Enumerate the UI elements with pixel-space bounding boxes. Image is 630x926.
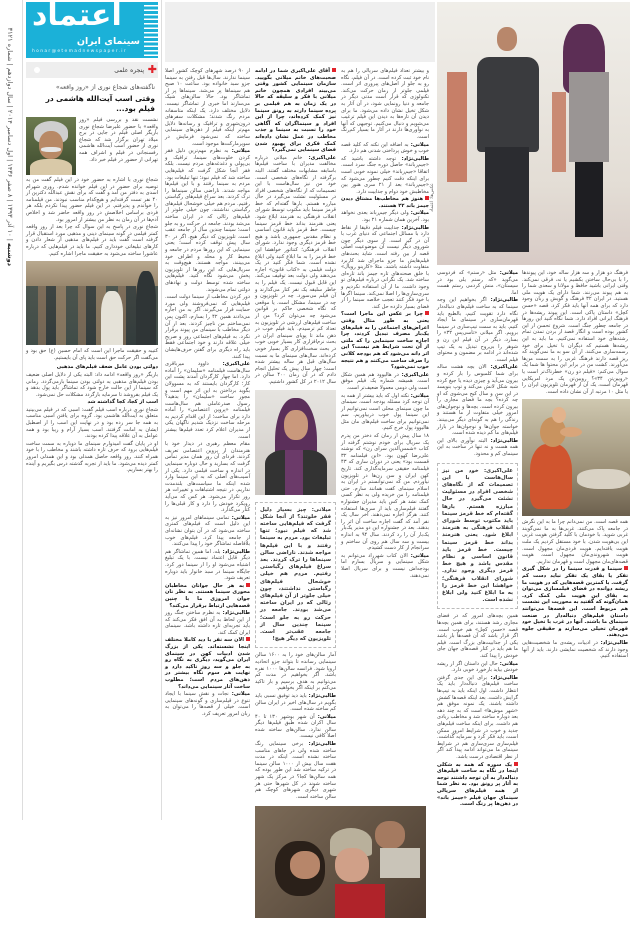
paragraph-text: شجاع نوری در پاسخ به این سوال که چرا بعد از روز واقعه کمتر فیلمی در گونه سینمای دینی و مذهبی مورد استقبال قرار گرفته است گفت باید در فیلم‌های مذهبی از شعار دادن و کارهای تبلیغاتی خودداری کنیم. ما باید در فیلم‌هایی که درباره عاشورا ساخته می‌شود به حقیقت ماجرا اشاره کنیم. — [26, 224, 158, 257]
speaker-name: طالبی‌نژاد: — [399, 224, 429, 231]
logo: اعتماد — [32, 2, 122, 33]
paragraph-text: الان کتاب شهرزاد می‌توانم به شکل سینمایی و سریال بسازم اما بودجه‌اش نیست و برای سریال اصلا نمی‌دهند. — [341, 552, 429, 579]
speaker-name: علی‌اکبری: — [208, 361, 250, 368]
paragraph-text: آن شهر بوشهر ۱۳۰ تا ۴۰ سال اکران شده طبق فیلم‌ها دیگر سالن ندارد. سالن‌های ساخته شده اصلا کافی نیست. — [255, 713, 336, 740]
war-film-still-photo — [255, 806, 426, 918]
article-kicker: ناگفته‌های شجاع نوری از «روز واقعه» — [55, 84, 155, 91]
column-e — [522, 270, 628, 396]
paragraph — [165, 610, 250, 636]
left-article-body — [26, 177, 158, 257]
paragraph-text: الان سه نفر با دید کاملا مختلف اینجا نشسته‌اند. یکی از بزرگ شدن ادبیات کهن در سینمای ایران می‌گوید، دیگری به نگاه رو به جلو و سه روز تاکید دارد و نهایت هم سوم نگاه بیشتر در ذهن‌های مردم است؛ مطلوب ساخت آثار سینمایی می‌داند؟ — [165, 637, 250, 690]
circle-icon — [34, 67, 40, 73]
paragraph — [255, 155, 336, 386]
paragraph — [165, 294, 250, 360]
paragraph — [255, 714, 336, 740]
paragraph — [26, 224, 158, 257]
speaker-name: میلانی: — [496, 270, 518, 276]
column-d-lower — [437, 613, 518, 808]
paragraph — [165, 691, 250, 717]
paragraph — [437, 297, 518, 363]
dateline-day: دوشنبه — [6, 242, 14, 266]
paragraph-text: یک سوره که همه به شکلی اینجا در نگاه به ساخت فیلم‌های دنباله‌دار به آن توجه داشتند توجه به آثار پر رونق بود. به نظر شما از همه فیلم‌های سریالی سینمای جهان فیلم «جیمز باند» در ذهن‌ها پر رنگ است. — [437, 761, 518, 808]
question-paragraph — [255, 68, 336, 154]
paragraph-text: هنوز هم مخاطب‌ها مشتاق دیدن جیمز باند ۲۲ هستند. — [341, 196, 429, 209]
paragraph-text: اسب از کجا، کجا گذاشته شد — [87, 399, 158, 406]
paragraph — [341, 68, 429, 141]
paragraph — [341, 372, 429, 392]
speaker-name: طالبی‌نژاد: — [486, 674, 519, 681]
paragraph-text: جذابیت فیلم دقیقا از نقاط دارد با مسائل اجتماعی که دنیای غرب با آن در گیر است. از سوی دیگر چون شوروی دیگر نیست آن موضوعیت اصلی قصه از بین رفته است. شاید بحث‌های فیلم‌هایش ما جزو ماجرای شد کاربرد متفاوت داشته باشند. مثلا «کازینو رویال» با خلق صحنه‌های تازه جیمز باند تازه‌ای ساخته شد. یک نگرانی درباره فیلم‌های تو وجود داشت. ما از آن استفاده نکردیم و سری‌سازی‌ها را اصلا نمی‌کند. سینما اگرها با خود فکر کنند تعجب خلاصه سینما را از فضای بسیار دلزده حل کند. — [341, 224, 429, 310]
photo-milani — [255, 390, 336, 495]
paragraph-text: البته نوآوری بالای این همه هست و نه تنها در ساخت به این سینمای کم و محدود. — [437, 437, 518, 458]
paragraph-text: دولتی بودن عامل ضعف فیلم‌های مذهبی — [56, 364, 158, 371]
paragraph — [26, 177, 158, 223]
paragraph-text: بازیگر «روز واقعه» ادامه داد: البته یکی از دلایل اصلی ضعیف بودن فیلم‌های مذهبی به دولتی بودن سینما بازمی‌گردد. زمانی که سینما از این حالت خارج شود که تماشاگر باید پول بدهد و یک فیلم بفروشد تا سرمایه بازگردد مشکلات حل نمی‌شود. — [26, 371, 158, 398]
paragraph-text: ولی دیگر جیم‌زباند بعدی نخواهد بود. آخرین همان شماره ۲۱ بود. — [341, 210, 429, 224]
column-a — [165, 68, 250, 719]
paragraph-text: به نظرم مهم‌ترین دلیل فقر کردن خلوت‌های سینما، ترافیک و بی‌پولی و دغدغه‌های مردم نیست. بلکه فقر آنجا شکل گرفت که فیلم‌هایی ساخته شد که فیلم نبود؛ تنها تبلیغات بود. مردم به سینما رفتند و با این فیلم‌ها مواجه شدند. ناراضی سالن سینماها را ترک کردند. بعد سراغ فیلم‌های رگباستی رفتیم. مردم هم خیلی خوشحال فیلم‌های رگباستی نداشتند، چون خیلی جلوتر از فیلم‌های رئالی که در ایران ساخته می‌شد بودند. جامعه در حرکت رو به جلو است؛ سینما چندین سال از جامعه عقب است. تلویزیون که دیگر هیچ. اگر در ۳۰ سال پیش توقف کرده است؛ یعنی سینمایی که این روزها مردم در جامعه و محیط کار و محله و اطراف خود می‌بینند، مواجه هستند. هیچ‌وقت به سریال‌هایی که این روزها از تلویزیون پخش می‌شود نگاه کنید. فیلم‌هایی ساخته شده توسط دولت و نهادهای دولتی تمام می‌شوند. — [165, 148, 250, 293]
paragraph — [255, 741, 336, 800]
paragraph-text: به هر حال جوانان مخاطبان محوری سینما هستند. به نظر تان جوان امروزی ما با چنین قصه‌هایی ارتباط برقرار می‌کند؟ — [165, 582, 250, 609]
paragraph-text: دور کردن مخاطب از سینما دولت است. فیلم‌هایی که نمی‌فروشند ولی مورد حمایت قرار می‌گیرند. اگر به من اجازه می‌دادند همین ۴۲ را بسازم، اکنون پس نمی‌ساختم من ناچیز کردند. بعد از آن دیگر مخاطب با سینمای من پیوند برقرار نکرد. به فیلم‌های اجتماعی روز و صریح خیلی علاقه دارند و خود اجتماعی فقط باید راه دیگری برای گفتن حرف‌هایشان پیدا کنند. — [165, 294, 250, 360]
left-article-intro — [79, 117, 158, 164]
paragraph — [341, 553, 429, 579]
paragraph — [522, 519, 628, 565]
paragraph — [165, 515, 250, 548]
paragraph-text: تمامی سینماهای امروز نیز به این دلیل است که فیلم‌های کمتری ساخته می‌شود که در آن بتوان نشانه‌ای از جامعه پیدا کرد. فیلم‌های خوب بلافاصله تماشاگر خود را پیدا می‌کنند. — [165, 514, 250, 548]
paragraph-text: بله، اما همین تماشاگر هم دیگر قابل اعتماد نیست. با یک تبلیغ اشتباه می‌شود او را از سینما دور کرد. جایگاه سینما در سبد خانوار باید دوباره تعریف شود. — [165, 548, 250, 582]
dateline-strip — [0, 0, 22, 820]
paragraph — [255, 693, 336, 713]
speaker-name: طالبی‌نژاد: — [597, 639, 629, 646]
paragraph-text: شجاع نوری درباره اسب فیلم گفت: اسبی که در فیلم می‌بینید متعلق به آیت‌الله هاشمی بود. گروه برای یافتن اسبی مناسب به همه جا سر زده بود و در نهایت این اسب را از اصطبل ایشان به امانت گرفتند. اسب بسیار آرام و زیبا بود و همه عوامل به آن علاقه پیدا کرده بودند. — [26, 406, 158, 440]
column-d — [437, 270, 518, 459]
column-b — [255, 68, 336, 387]
movie-still-photo — [26, 261, 158, 345]
column-e-lower — [522, 519, 628, 660]
speaker-name: طالبی‌نژاد: — [220, 548, 251, 555]
paragraph — [437, 438, 518, 458]
paragraph-text: به نظرم ساختن جنگ روز از این لحاظ به آن افق فکر می‌کند که باید تجربه‌ای تازه داشته باشد. سینمای ایران کمک کند. — [165, 610, 250, 636]
paragraph-text: برخی سینمایی رنگ ساخته شده ولی در جاهای مناسب ساخته نشده است. اینکه در مدت هفت سال بیش از ۱۰۰۰ سالن سینما در ترکیه ساخته شد این طور بوده که همه سالن‌ها کجا؟ در مرکز یک شهر ساخته شوند در کل شهرها حتی هر شهری دیگری شهرهای کوچک هم سالن ساخته است. — [255, 741, 336, 800]
speaker-name: طالبی‌نژاد: — [306, 692, 336, 699]
paragraph — [522, 640, 628, 660]
paragraph-text: و بیشتر تعداد فیلم‌های سریالی را هم به نام خود ثبت کرده است. در آن فیلم، نگاه رو به جلو از اصل‌های پیروزی اثر است. فیلمی جلوتر از زمان حرکت می‌کند. تکنولوژی که قرار است مدتی دیگر در جامعه و دنیا رونمایی شود، در آن آثار به شکل تخیل نشان داده می‌شود. ما برای دیدن آن تازه‌ها به دیدن این فیلم ترغیب می‌شویم و دنبال می‌کنیم. توجیهی که آنها به نوآوری‌ها دارند در آثار ما بسیار کم‌رنگ است. — [341, 68, 429, 140]
paragraph — [437, 364, 518, 437]
paragraph — [341, 433, 429, 552]
speaker-name: علی‌اکبری: — [302, 154, 336, 161]
paragraph — [437, 661, 518, 674]
paragraph-text: از ۹۰ درصد شهرهای کوچک کشور اصلا سینما ندارند. سال‌ها قبل رفتن به سینما جزو سبد خانواده بود. ساعت ۱۰ صبح هم سینماها پر می‌شد. سینماها پر از تماشاگر بود. حالا سالن‌های شیک می‌سازند اما خبری از تماشاگر نیست. دلایل مختلف دارد. یک اینکه متاسفانه مردم رنگ شدند؛ مشکلات سفرهای درون‌شهری و ترافیک و رسانه‌ها دلایل مهم‌تر اینکه فیلم از ذهن‌های سینمایی ساخته که نمی‌شود فرمایش در سوپرمارکت‌ها موجود است. — [165, 68, 250, 147]
paragraph-text: مثل «رستم» که فردوسی می‌گوید «که رستم یلی بود در سیستان»، منش کردمی رستم هست اما. — [437, 270, 518, 296]
speaker-name: میلانی: — [408, 141, 429, 148]
pull-quote-milani: میلانی: چیز بسیار دلیل فقر خلوتند؟ از آنجا شکل گرفت که فیلم‌هایی ساخته شد که فیلم نبود؛ تنها تبلیغات بود. مردم به سینما رفتند و با این فیلم‌ها مواجه شدند. ناراضی سالن سینماها را ترک کردند. بعد سراغ فیلم‌های رگباستی رفتیم. مردم هم خیلی خوشحال فیلم‌های رگباستی نداشتند، چون خیلی جلوتر از آن فیلم‌های رئالی که در ایران ساخته می‌شد بودند. جامعه در حرکت رو به جلو است؛ سینما چندین سال از جامعه عقب‌تر است. تلویزیون که دیگر هیچ! — [255, 502, 336, 649]
paragraph-text: مقام معظم رهبری در دیدار خود با هنرمندان از پروین اعتصامی تعریف کردند. فردای آن روز همان مدیر تماس گرفت که بسازید و حال دوباره سینمایی در اندازه و ساخت فیلمی دارد. یکی از آسیب‌های اصلی که به این سینما وارد شده اینکه ما سیاست‌های بلندمدت نداریم. در نتیجه اشتباهات و تغییرات هر روز تکرار می‌شود. هر کس که می‌آید رویکرد خودش را دارد و کار قبلی‌ها را کنار می‌گذارد. — [165, 441, 250, 514]
speaker-name: میلانی: — [407, 552, 429, 559]
paragraph-text: او در پایان گفت امیدوارم سینمای ما دوباره به سمت ساخت فیلم‌هایی برود که حرف تازه داشته باشند و مخاطب را با خود همراه کنند. روز واقعه حاصل همدلی بود و این همدلی امروز کمتر دیده می‌شود. ما باید از تجربه گذشته درس بگیریم و آینده را بهتر بسازیم. — [26, 440, 158, 474]
paragraph — [255, 652, 336, 692]
speaker-name: طالبی‌نژاد: — [487, 437, 518, 444]
paragraph-text: اگر بخواهیم این وجه سینما که به ساخت فیلم‌های دنباله‌دار نگاه دارد تقویت کنیم، بالطبع باید قهرمان‌سازی در سینمای ما ایجاد کنیم. باید به سمت تیپ‌سازی در سینما برویم. اگر میلانی «تاسی‌پس ۳۲» را بسازد، دیگر در آن فیلم این زن و شوهر را بی‌روح تبدیل به یک تیپ شده‌اند در ادامه بر مضمون و محتوای فیلم است. — [437, 297, 518, 363]
speaker-name: علی‌اکبری: — [486, 364, 518, 371]
speaker-name: طالبی‌نژاد: — [396, 155, 429, 162]
column-c-stack — [341, 68, 429, 580]
columns-bc-stack — [255, 68, 429, 921]
section-label: پنجره علمی — [114, 66, 144, 74]
masthead-stripes — [144, 2, 158, 58]
paragraph-text: ۱۸ سال پیش از زمان که دختر من پدرم یک سریال برای خودم نوشتم گرفته از کتاب «شمس‌الدین سرای زن» که نوشته علی‌رضا کهون بود. «ابن فیلمنامه ۳۲ قسمت بود» یعنی در دوران سازی که ۴۳ فیلمنامه حقیقی سرمایه‌گذاری کند. تاریخ کهن ایران و سن زن‌ها در تلویزیون نیاوردم. من که نمی‌توانستم در ایران به اسلام سینمای کفت همانند سازم. حتی فیلمنامه را من خریده ولی به نظر کسی کمک نشد هر کس باید مدیران جشنواره گفتند فیلم‌سازی باید از سری‌ها استفاده کنند. هرگز اجازه نمی‌دهند. آخر سال یک نفر آمد که گفت اجازه ساخت آن اثر را بدهند. بعد در جشنواره این دو مدیر یک‌بار یک‌بار آن را رد کردند. سال ۹۴ به اندازه بیست و سه سال هم روی آن ساختم و سرانجام از کار دست کشیدم. — [341, 433, 430, 552]
speaker-name: علی‌اکبری: — [398, 371, 430, 378]
speaker-name: میلانی: — [228, 148, 250, 155]
pull-quote-aliakbari: علی‌اکبری: خود من نیز سال‌هاست با این تصمیمات که از نگاه‌های شخصی افراد در مسئولیت نشئت می‌گیرد در حال مبارزه هستم. بارها گفته‌ام که خط قرمز سینما باید مکتوب توسط شورای انقلاب فرهنگی به هنرمند ابلاغ شود. یعنی هنرمند بداند خط قرمز سینما چیست. خط قرمز باید قانون اساسی و نظام مقدس باشد و هیچ خط قرمز دیگری وجود ندارد. شورای انقلاب فرهنگی؛ خواهشا این خط قرمز را به ما ابلاغ کنید ولی ابلاغ نشده است. — [437, 463, 518, 610]
portrait-photo-shojanouri — [26, 117, 76, 175]
paragraph-text: باید دید توفیق نسبی باید بگویم در سال‌های اخیر در ایران سالن کم ساخته شده است. — [255, 692, 336, 713]
paragraph — [341, 142, 429, 155]
question-paragraph — [522, 566, 628, 639]
column-b-stack — [255, 68, 336, 801]
speaker-name: میلانی: — [229, 514, 251, 521]
paragraph-text: آمار سالن‌های خود را به ۱۶۰۰ سالن سینمایی رسانده تا بتواند جزو اتحادیه اروپا شود. فرانسه سالن‌ها ۱۰۰۰ نفره باشد. اگر بخواهیم در مدت کم می‌توانیم به هدف برسیم و باز تاکید می‌کنم بر اینکه اگر بخواهیم. — [255, 652, 336, 692]
paragraph-text: نجات و نقش سینما با ایجاد تنوع در قیلم‌سازی و گونه‌های سینمایی است. خیلی از قصه‌ها را می‌توان به زبان امروز تعریف کرد. — [165, 691, 250, 717]
question-paragraph — [341, 311, 429, 370]
paragraph-text: فرهنگ دو هزار و سه هزار ساله خود، این پیوندها را با بی‌حال ساختن بکشیم یا نه، فرقی نمی‌کند. وقتی ایرانی باشید حافظ و مولانا و سعدی شما را به هم پیوند می‌زنند. شما دارای یک هویت ملی هستید. در ایران ۳۲ فرهنگ و گویش و زبان وجود دارد که برای همه آنها باید فکر کرد. قصه «حسن کچل» داستان پاکی است. این پیوند ریشه‌ها در فرهنگ ایرانی افراد دارد. شما نگاه کنید این روزها در جامعه چطور جنگ است. شروع تحسن از این کشور بوده است و انگار قصد از بردن تمدن تمام رشته‌های خود استفاده نمی‌کنیم. ما باید به این ریشه‌ها هستیم که دیگران با تخیل برای خود رسمه‌سازی می‌کنند. از آن سو به ما نمی‌گویند که ریز قصه دارند فرهنگ غربی را به سمت من‌ها می‌آورند. کشت من در برابر این محتوا ها شما یک سوال می‌کنم: «فیلم دو زن» خطرناک‌تر است یا «رویین‌تن ۳۴»؟ رویین‌تن یک مرد امریکایی قهرمان است، یک آن از قهرمان تلویزیون ایران را یا مثل ۱۰ مرتبه از آن نشان داده است. — [522, 270, 628, 395]
paragraph — [165, 549, 250, 582]
paragraph-text: همه قصه است. من نمی‌دانم چرا ما به این نگرش در جامعه پاک می‌کنند. غربی‌ها به ما نمی‌گویند غربی شوید. با خودمان با کلید گرفتن هویت غربی این بی‌هویت شدن. با خود مستقل کردیم یک ملت هویت یافته‌ایم. هویت فردی‌مان مجهول است. هویت شهروندی‌مان مجهول است. هویت قصه‌های‌مان مجهول است و قهرمان نداریم. — [522, 519, 628, 565]
paragraph-text: همین بچه‌های امروز که در فضای مجازی رشد هستند، برای همین بچه‌ها قصه «حسن کچل» هم خوب است. اگر قرار باشد که آن قصه‌ها باز باشد یکی از جذابیت‌های بزرگ است. فیلم ما هم باید در کنار قصه‌های جهان جای خودش را پیدا کند. — [437, 613, 518, 660]
paragraph-text: الان بچه هشت ساله برای شما کلمبوس را باز کرده و بیرون می‌آید و چیزی دیده یا جیغ کرده شبه شکل لانش می‌کند و توپ بنویسد در این سن و سال کیج می‌شوی که او چه کرده؟ بچه ما فضای مجازی را بیرون کرده است. بچه‌ها و نوجوان‌های امروز خیلی متفاوت از ما هستند و زندگی را هم به گونه‌ای دیگر می‌بینند. خواسته جوان‌ها و نوجوان‌ها در بازار فیلم‌های ما کم دیده شده است. — [437, 364, 518, 437]
blank-banner — [165, 2, 435, 62]
paragraph — [26, 372, 158, 398]
subheading — [26, 364, 158, 371]
paragraph-text: حال این داستان اگر از ریشه خودش بیاید بازخورد خوبی دارد. — [437, 660, 518, 674]
speaker-name: طالبی‌نژاد: — [303, 741, 336, 748]
columns-bc-row — [255, 68, 429, 801]
subheading — [26, 399, 158, 406]
paragraph — [165, 68, 250, 147]
speaker-name: طالبی‌نژاد: — [486, 297, 518, 304]
paragraph-text: سینما و قدرت سینما را در شکل گیری تفکر یا بقای یک تفکر نباید دست کم گرفت. با کمترین قصه‌هایی که در هویت ما ریشه دوانده در فضای فیلمسازی می‌توان به بقای این هویت ملی کمک کرد. همان‌گونه که گفتید به محوریت این نشست هم مربوط است. این قصه‌ها می‌توانند داستان فیلم‌های دنباله‌دار در صنعت سینمای ما باشند. آنها در غرب با تخیل خود قهرمان تخیلی می‌سازند و حقیقی جلوه می‌دهند. — [522, 566, 628, 639]
masthead — [26, 2, 158, 58]
article-headline: وقتی اسب آیت‌الله هاشمی در فیلم بود... — [45, 94, 155, 113]
paragraph — [522, 270, 628, 395]
speaker-name: میلانی: — [497, 660, 518, 667]
speaker-name: میلانی: — [314, 713, 336, 720]
speaker-name: طالبی‌نژاد: — [220, 610, 250, 617]
paragraph — [437, 270, 518, 296]
paragraph-text: شجاع نوری با اشاره به حضور خود در این فیلم گفت من به توصیه برای حضور در این فیلم خوانده شدم. روزی شهرام اسدی به دفتر من آمد و گفت که برای نقش عبدالله دکترین از ۴۰ نفر تست گرفته‌ایم و هیچ‌کدام مناسب نبودند. من فیلمنامه را خواندم و پذیرفتم. در این فیلم حضور پیدا نکردم بلکه هر فردی براساس اخلاصش در روز واقعه حاضر شد و اخلاص آدم‌ها در آن زمان به نظر من بیشتر از امروز بود. — [26, 177, 158, 223]
photo-credit: عکس‌ها: اعتماد — [430, 183, 435, 212]
paragraph-text: برای این جدی گرفتن ساخت فیلم‌های دنباله‌دار باید یک انتظار داشت. اول اینکه باید به تیپ‌ها گرایش داشت. بعد اینکه قصه‌ها کشش داشته باشند. یک نمونه موفق هم «شهر موش‌ها» است که به چند دهه بعد دوباره ساخته شد و مخاطب زیادی هم داشت. برای اینکه ساخت فیلم‌های جدید و خوب در شرایط امروز ممکن است، باید فکر کرد و سرمایه گذاشت. فیلم‌سازی سری‌سازی هم در شرایط سینمای ما می‌تواند ادامه پیدا کند اگر از نظر اقتصادی درست باشد. — [437, 674, 518, 760]
question-paragraph — [165, 583, 250, 609]
movie-still-caption: کتیبه و حقیقت ماجرا این است که امام حسین (ع) حق بود و می‌گفت اگر حرکت حق است باید پای آن بایستیم. — [26, 348, 158, 361]
paragraph — [341, 210, 429, 223]
section-bar — [26, 62, 158, 78]
paragraph — [437, 675, 518, 761]
paragraph — [341, 156, 429, 196]
speaker-name: میلانی: — [228, 691, 250, 698]
paragraph — [341, 225, 429, 311]
animation-still-mouse-photo — [522, 399, 630, 516]
section-title: سینمای ایران — [76, 36, 140, 47]
left-article-body-2 — [26, 364, 158, 474]
paragraph — [165, 148, 250, 293]
article-intro-row — [26, 117, 158, 175]
paragraph — [26, 407, 158, 440]
paragraph — [341, 393, 429, 433]
speaker-name: میلانی: — [409, 392, 429, 399]
paragraph-text: نکته اول که باید بیشتر از همه به آن توجه کرد مسئله بودجه است. سینمای ما چون سینمای محلی است نمی‌توانیم از این سینما پول خوب دربیاوریم. سم نمی‌توانیم برای ساخت فیلم‌های مان مثل هالیوود پول خرج کنیم. — [341, 392, 429, 432]
column-b-lower — [255, 652, 336, 801]
paragraph-text: به اضافه این نکته که کلید قصه خوب و خوش پرداختی شدنی هم دارد. — [341, 141, 429, 155]
left-column — [22, 0, 162, 820]
paragraph-text: در ادبیات ریشه‌ی ما شخصیت‌هایی وجود دارند که شخصیت نمایشی دارند. باید از آنها استفاده کنیم. — [522, 639, 628, 660]
paragraph-text: داوود میرباقری سال‌هاست فیلمنامه «سلیمان» را آماده دارد. اما چهار کارگردان آمدند پشت این کار؛ کارگردان بایستند که به مسوولان بگوید برداختن به این اثر مهم است و مجوز ساخت «سلیمان» را بدهید؟ رسول صدرعاملی هم سال‌هاست فیلمنامه «پروین اعتصامی» را آماده دارد برای ساخت؛ از این اقدام کردیم به مرحله ساخت نزدیک شدیم ناگهان یکی از مدیران اعلام کرد تعدد فیلم‌ها بیشتر است. — [165, 361, 250, 440]
speaker-name: میلانی: — [408, 210, 429, 217]
paragraph-text: چرا بر عکس این ماجرا است؟ یعنی به طور مثال وقتی اعراض‌های اجتماعی را به فیلم‌های یک‌بار مصرف تبدیل کردند، چرا اجازه ساخت سینمایی را که ملتی از آن تحت شرایط هم نیست؟ این اثر دانه می‌شود که هم بودجه کلانی را صرف ساخت می‌کنند و هم نتیجه خوب نمی‌شود؟ — [341, 311, 429, 371]
paragraph-text: نشست نقد و بررسی فیلم «روز واقعه» با حضور علیرضا شجاع نوری بازیگر اصلی فیلم در جایی در برج میلاد تهران برگزار شد که شجاع نوری از حضور اسب آیت‌الله هاشمی رفسنجانی در فیلم و اشراف همه تهرانی از حضور در فیلم خبر داد. — [79, 117, 158, 163]
paragraph — [79, 117, 158, 163]
paragraph-text: خانم میلانی درباره مخالفت مدیران با ساخت فیلم‌ها باسابقه مشابهات مختلف گفتند. البته برگرفته از نگاه‌های شخصی است. خود من نیز سال‌هاست با این تصمیمات که از نگاه‌های شخصی افراد در مسئولیت نشئت می‌گیرد در حال مبارزه هستم. بارها گفته‌ام که خط قرمز سینما باید مکتوب توسط شورای انقلاب فرهنگی به هنرمند ابلاغ شود. یعنی هنرمند بداند خط قرمز سینما چیست. خط قرمز باید قانون اساسی و نظام مقدس جمهوری باشد و هیچ خط قرمز دیگری وجود ندارد. شورای انقلاب فرهنگی؛ کنتاتور خواهشا این خط قرمز را به ما ابلاغ کنید ولی ابلاغ نشده است. شما فکر کنید در یک دولت فیلمی به «کتاب قانون» اجازه می‌دهند ولی دولت بعد توقیف می‌کند. این قابل قبول نیست. یک فیلم را به خاطر سلیقه یک نفر کنار می‌گذارند و آن فیلم می‌سوزد. چه در تلویزیون و چه در سینما، مشکل است. یا موقعی که نگاه شخصی حاکم بر قوانین می‌شود چه می‌توان کرد؟ من از ساخت فیلم‌های ارزشی در تلویزیون به تعداد کم ترسیدم. باید فیلم خوب در ذهن ماند تا پویای سینمای ایران در بحث نرم‌افزاری کار بسیار خوبی خوب در بحث سخت‌افزاری کار بسیار خوبی کرده‌اند. سال‌های سینمای ما به نسبت سال‌های قبل هر ساله بیشتر شده است؛ چهار سال پیش یک تحلیل انجام دادم که در آن زمان ۴۰۰ سالن در سال ۲۰۱۲ در کل کشور داشتیم. — [255, 154, 336, 385]
column-a-stack — [165, 68, 250, 719]
plus-icon: ✚ — [147, 63, 157, 76]
question-paragraph — [341, 196, 429, 209]
paragraph — [26, 441, 158, 474]
paragraph — [165, 361, 250, 440]
question-paragraph — [437, 762, 518, 808]
dateline — [6, 6, 14, 266]
column-d-stack — [437, 270, 518, 809]
column-c — [341, 68, 429, 580]
question-paragraph — [165, 637, 250, 690]
dateline-details: | ۱۰ آذر ۱۳۹۳ | ۸ صفر ۱۴۳۶ | اول دسامبر ۲۰۱۴ | سال دوازدهم | شماره ۳۱۲۱ — [6, 27, 14, 241]
contact-email: honar@etemadnewspaper.ir — [32, 49, 127, 54]
paragraph — [165, 441, 250, 514]
paragraph — [437, 613, 518, 659]
paragraph-text: آقای علی‌اکبری شما در ادامه صحبت‌های خانم میلانی بگویید. سازمان سینمایی کشور وقتی می‌بیند افرادی همچون خانم میلانی با فکر و سلیقه که حالا در یک زمان به هم فیلمی بر پرده سینما دارند به رونق سینما نیز کمک کرده‌اند، چرا از این افراد و سینماگران که آگاهی خود را نسبت به سینما و جذب مخاطب در عمل نشان داده‌اند کمک فکری برای بهبود شدن فضای سینمایی نمی‌گیرد؟ — [255, 68, 336, 154]
paragraph-text: توجه داشته باشید که «جیم‌زباند» حاصل دوره جنگ سرد است. اتفاقا «جیم‌زباند» خیلی نمونه خوبی است برای اینکه دقت کنیم چطور می‌شود که «جیم‌زباند» بعد از ۲۱ سری هنوز بین مخاطبش خود دوام و جذابیت دارد. — [341, 155, 429, 195]
paragraph-text: در هالیوود هم همین شکل است. همیشه شماره یک فیلم موفق است ولی دومی معمولا ضعیف‌تر است. — [341, 371, 429, 391]
photo-milani-taleb-nejad — [437, 2, 630, 265]
column-e-stack — [522, 270, 628, 661]
